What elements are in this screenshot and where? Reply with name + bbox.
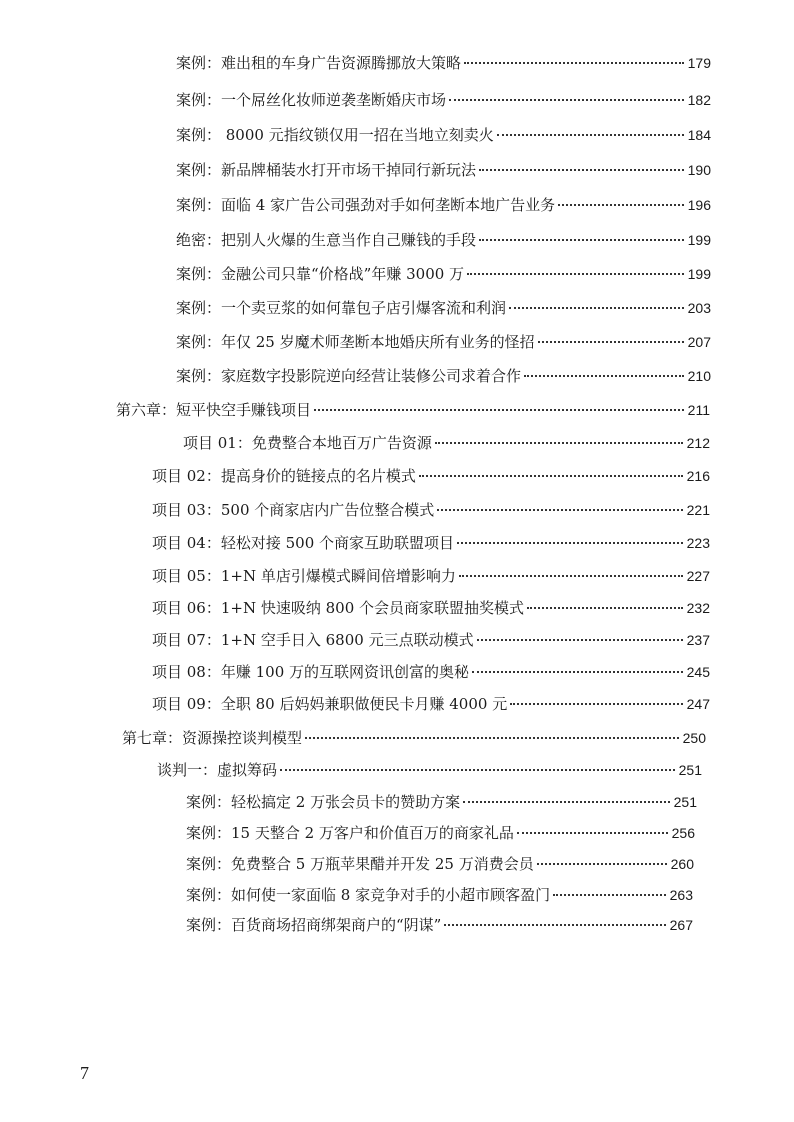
toc-entry-page: 267: [669, 917, 693, 933]
toc-entry-label: 案例：金融公司只靠“价格战”年赚 3000 万: [176, 265, 465, 283]
toc-entry-page: 199: [687, 232, 711, 248]
toc-entry: [152, 499, 710, 520]
toc-entry-label: 案例：家庭数字投影院逆向经营让装修公司求着合作: [176, 367, 522, 385]
toc-entry-label: 项目 09：全职 80 后妈妈兼职做便民卡月赚 4000 元: [152, 695, 508, 713]
toc-entry-page: 196: [687, 197, 711, 213]
toc-entry-label: 案例：一个卖豆浆的如何靠包子店引爆客流和利润: [176, 299, 507, 317]
toc-chapter: [116, 399, 710, 420]
toc-entry: [152, 465, 710, 486]
toc-entry: [176, 52, 711, 73]
toc-entry: [152, 693, 710, 714]
toc-entry: [176, 297, 711, 318]
toc-entry-label: 项目 05：1+N 单店引爆模式瞬间倍增影响力: [152, 567, 456, 585]
toc-entry: [186, 914, 693, 935]
toc-entry: [152, 597, 710, 618]
toc-entry-label: 第六章：短平快空手赚钱项目: [116, 401, 312, 419]
toc-entry-page: 210: [687, 368, 711, 384]
toc-section: [157, 759, 702, 780]
toc-entry: [176, 159, 711, 180]
toc-entry-page: 212: [686, 435, 710, 451]
dot-leader: [459, 575, 683, 577]
toc-entry-label: 项目 02：提高身价的链接点的名片模式: [152, 467, 416, 485]
toc-entry: [176, 194, 711, 215]
toc-entry-label: 案例： 8000 元指纹锁仅用一招在当地立刻卖火: [176, 126, 494, 144]
dot-leader: [419, 475, 683, 477]
dot-leader: [467, 273, 684, 275]
toc-entry-page: 256: [671, 825, 695, 841]
toc-entry-page: 245: [686, 664, 710, 680]
dot-leader: [472, 671, 683, 673]
toc-entry-label: 项目 08：年赚 100 万的互联网资讯创富的奥秘: [152, 663, 470, 681]
toc-entry: [152, 661, 710, 682]
toc-entry-page: 223: [686, 535, 710, 551]
dot-leader: [444, 924, 665, 926]
toc-entry: [152, 565, 710, 586]
toc-entry-page: 251: [673, 794, 697, 810]
dot-leader: [435, 442, 683, 444]
dot-leader: [509, 307, 684, 309]
dot-leader: [464, 62, 684, 64]
toc-entry: [176, 331, 711, 352]
dot-leader: [463, 801, 670, 803]
toc-entry-label: 案例：免费整合 5 万瓶苹果醋并开发 25 万消费会员: [186, 855, 534, 873]
toc-entry-page: 247: [686, 696, 710, 712]
dot-leader: [449, 99, 684, 101]
page-number: 7: [80, 1063, 89, 1083]
toc-entry-label: 谈判一：虚拟筹码: [157, 761, 278, 779]
toc-entry: [186, 822, 695, 843]
toc-entry-page: 184: [687, 127, 711, 143]
toc-entry: [176, 263, 711, 284]
toc-entry-label: 第七章：资源操控谈判模型: [122, 729, 303, 747]
dot-leader: [538, 341, 684, 343]
toc-entry-page: 207: [687, 334, 711, 350]
toc-entry-label: 项目 01：免费整合本地百万广告资源: [183, 434, 432, 452]
dot-leader: [314, 409, 684, 411]
dot-leader: [524, 375, 684, 377]
toc-entry-label: 案例：新品牌桶装水打开市场干掉同行新玩法: [176, 161, 477, 179]
toc-entry: [176, 365, 711, 386]
toc-entry-page: 216: [686, 468, 710, 484]
toc-entry-label: 项目 03：500 个商家店内广告位整合模式: [152, 501, 435, 519]
toc-entry-label: 案例：如何使一家面临 8 家竞争对手的小超市顾客盈门: [186, 886, 551, 904]
dot-leader: [305, 737, 679, 739]
toc-entry: [183, 432, 710, 453]
toc-entry-page: 227: [686, 568, 710, 584]
toc-entry-label: 案例：年仅 25 岁魔术师垄断本地婚庆所有业务的怪招: [176, 333, 535, 351]
toc-entry-page: 221: [686, 502, 710, 518]
toc-entry-page: 237: [686, 632, 710, 648]
toc-entry-page: 190: [687, 162, 711, 178]
toc-entry-label: 项目 06：1+N 快速吸纳 800 个会员商家联盟抽奖模式: [152, 599, 525, 617]
toc-entry-label: 案例：难出租的车身广告资源腾挪放大策略: [176, 54, 462, 72]
toc-entry-label: 案例：轻松搞定 2 万张会员卡的赞助方案: [186, 793, 461, 811]
toc-entry-label: 案例：15 天整合 2 万客户和价值百万的商家礼品: [186, 824, 514, 842]
toc-entry-page: 179: [687, 55, 711, 71]
toc-entry: [152, 629, 710, 650]
dot-leader: [537, 863, 667, 865]
dot-leader: [558, 204, 684, 206]
toc-entry-page: 203: [687, 300, 711, 316]
dot-leader: [510, 703, 682, 705]
toc-entry: [186, 884, 693, 905]
toc-entry-page: 199: [687, 266, 711, 282]
dot-leader: [497, 134, 684, 136]
dot-leader: [553, 894, 666, 896]
dot-leader: [479, 239, 684, 241]
dot-leader: [477, 639, 683, 641]
toc-chapter: [122, 727, 706, 748]
dot-leader: [527, 607, 683, 609]
toc-entry-page: 263: [669, 887, 693, 903]
toc-entry-label: 绝密：把别人火爆的生意当作自己赚钱的手段: [176, 231, 477, 249]
toc-entry-page: 251: [678, 762, 702, 778]
dot-leader: [437, 509, 682, 511]
toc-entry-label: 案例：面临 4 家广告公司强劲对手如何垄断本地广告业务: [176, 196, 556, 214]
dot-leader: [517, 832, 668, 834]
toc-entry-page: 232: [686, 600, 710, 616]
dot-leader: [457, 542, 683, 544]
toc-entry: [186, 791, 697, 812]
dot-leader: [280, 769, 675, 771]
toc-entry: [176, 229, 711, 250]
toc-entry-page: 211: [687, 402, 710, 418]
toc-entry-page: 182: [687, 92, 711, 108]
toc-entry-page: 260: [670, 856, 694, 872]
toc-entry: [186, 853, 694, 874]
toc-entry: [152, 532, 710, 553]
toc-entry-page: 250: [682, 730, 706, 746]
toc-entry-label: 项目 07：1+N 空手日入 6800 元三点联动模式: [152, 631, 474, 649]
toc-entry-label: 案例：一个屌丝化妆师逆袭垄断婚庆市场: [176, 91, 447, 109]
dot-leader: [479, 169, 684, 171]
toc-entry-label: 项目 04：轻松对接 500 个商家互助联盟项目: [152, 534, 455, 552]
toc-entry: [176, 89, 711, 110]
toc-entry-label: 案例：百货商场招商绑架商户的“阴谋”: [186, 916, 442, 934]
toc-entry: [176, 124, 711, 145]
